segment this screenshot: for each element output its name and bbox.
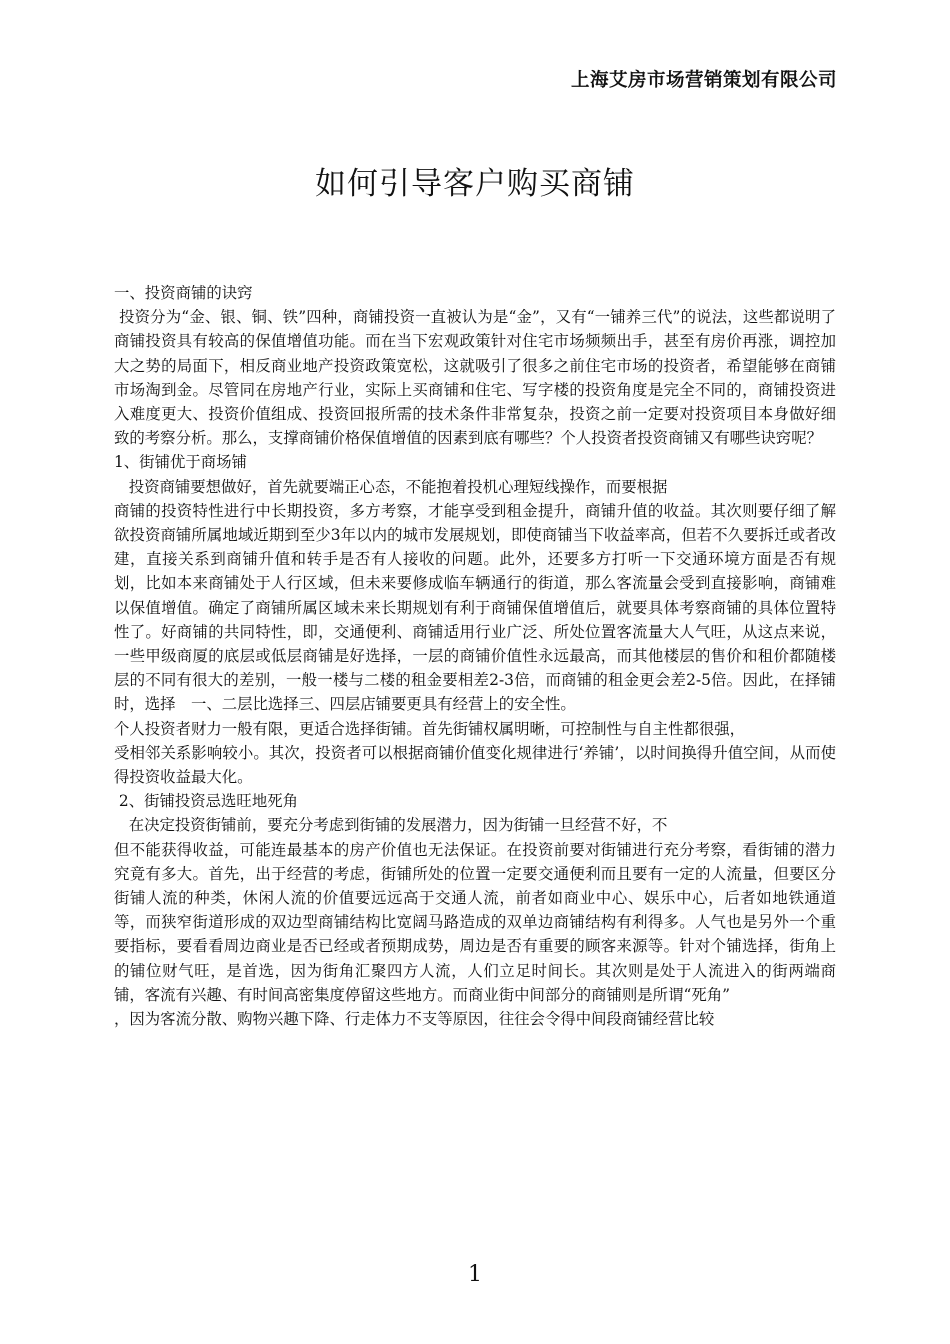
company-header: 上海艾房市场营销策划有限公司 (570, 70, 837, 91)
paragraph: 在决定投资街铺前，要充分考虑到街铺的发展潜力，因为街铺一旦经营不好，不 (114, 816, 668, 835)
document-title: 如何引导客户购买商铺 (315, 166, 635, 202)
paragraph: 但不能获得收益，可能连最基本的房产价值也无法保证。在投资前要对街铺进行充分考察，看街铺的潜力究竟有多大。首先，出于经营的考虑，街铺所处的位置一定要交通便利而且要有一定的人流量，但要区分街铺人流的种类，休闲人流的价值要远远高于交通人流，前者如商业中心、娱乐中心，后者如地铁通道等，而狭窄街道形成的双边型商铺结构比宽阔马路造成的双单边商铺结构有利得多。人气也是另外一个重要指标，要看看周边商业是否已经或者预期成势，周边是否有重要的顾客来源等。针对个铺选择，街角上的铺位财气旺，是首选，因为街角汇聚四方人流，人们立足时间长。其次则是处于人流进入的街两端商铺，客流有兴趣、有时间高密集度停留这些地方。而商业街中间部分的商铺则是所谓“死角” (114, 840, 836, 1004)
paragraph: 投资商铺要想做好，首先就要端正心态，不能抱着投机心理短线操作，而要根据 (114, 477, 668, 496)
page-number: 1 (468, 1262, 482, 1287)
paragraph: 商铺的投资特性进行中长期投资，多方考察，才能享受到租金提升，商铺升值的收益。其次则要仔细了解欲投资商铺所属地域近期到至少3年以内的城市发展规划，即使商铺当下收益率高，但若不久要拆迁或者改建，直接关系到商铺升值和转手是否有人接收的问题。此外，还要多方打听一下交通环境方面是否有规划，比如本来商铺处于人行区域，但未来要修成临车辆通行的街道，那么客流量会受到直接影响，商铺难以保值增值。确定了商铺所属区域未来长期规划有利于商铺保值增值后，就要具体考察商铺的具体位置特性了。好商铺的共同特性，即，交通便利、商铺适用行业广泛、所处位置客流量大人气旺，从这点来说，一些甲级商厦的底层或低层商铺是好选择，一层的商铺价值性永远最高，而其他楼层的售价和租价都随楼层的不同有很大的差别，一般一楼与二楼的租金要相差2-3倍，而商铺的租金更会差2-5倍。因此，在择铺时，选择 一、二层比选择三、四层店铺要更具有经营上的安全性。 (114, 501, 836, 714)
subsection-heading: 1、街铺优于商场铺 (114, 453, 247, 472)
paragraph: 个人投资者财力一般有限，更适合选择街铺。首先街铺权属明晰，可控制性与自主性都很强， (114, 719, 746, 738)
section-heading: 一、投资商铺的诀窍 (114, 284, 253, 302)
paragraph: 投资分为“金、银、铜、铁”四种，商铺投资一直被认为是“金”，又有“一铺养三代”的说法，这些都说明了商铺投资具有较高的保值增值功能。而在当下宏观政策针对住宅市场频频出手，甚至有房价再涨，调控加大之势的局面下，相反商业地产投资政策宽松，这就吸引了很多之前住宅市场的投资者，希望能够在商铺市场淘到金。尽管同在房地产行业，实际上买商铺和住宅、写字楼的投资角度是完全不同的，商铺投资进入难度更大、投资价值组成、投资回报所需的技术条件非常复杂，投资之前一定要对投资项目本身做好细致的考察分析。那么，支撑商铺价格保值增值的因素到底有哪些？个人投资者投资商铺又有哪些诀窍呢？ (114, 308, 836, 448)
document-body (114, 281, 836, 1031)
subsection-heading: 2、街铺投资忌选旺地死角 (114, 792, 298, 811)
paragraph: ，因为客流分散、购物兴趣下降、行走体力不支等原因，往往会令得中间段商铺经营比较 (114, 1010, 715, 1029)
paragraph: 受相邻关系影响较小。其次，投资者可以根据商铺价值变化规律进行‘养铺’，以时间换得升值空间，从而使得投资收益最大化。 (114, 743, 836, 787)
